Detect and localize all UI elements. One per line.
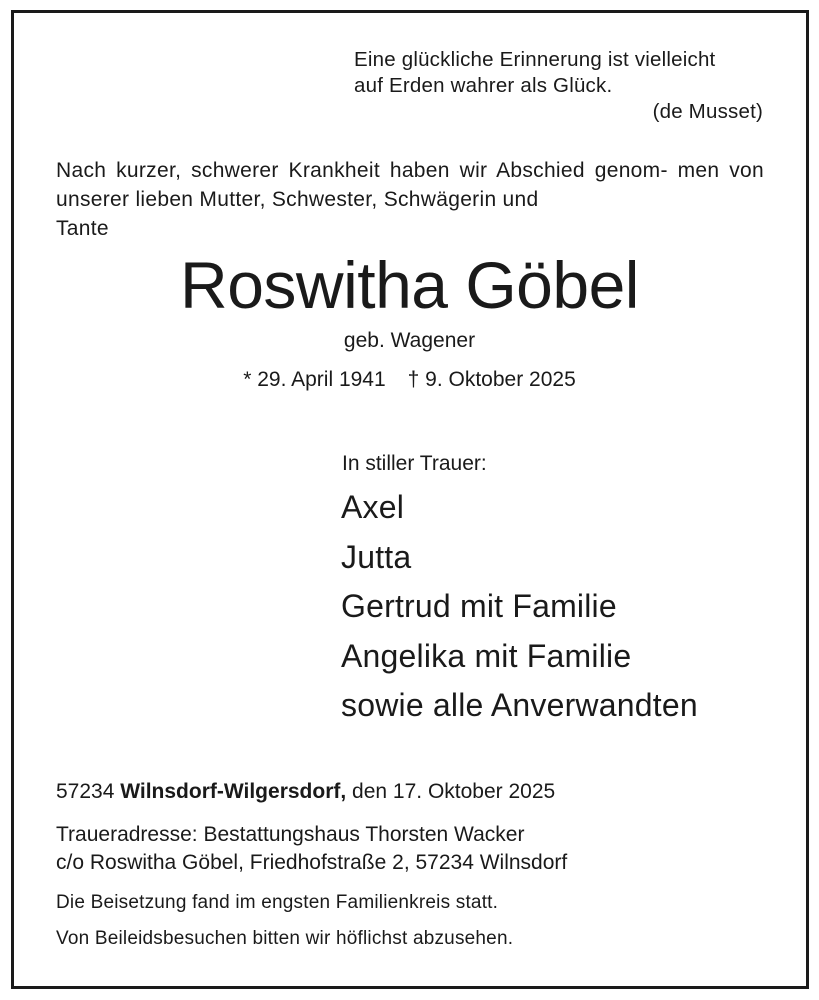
postcode: 57234 [56, 780, 115, 803]
place-date-line [56, 778, 555, 806]
mourner-name: sowie alle Anverwandten [341, 687, 698, 723]
mourner-name: Axel [341, 489, 405, 525]
town: Wilnsdorf-Wilgersdorf, [120, 780, 347, 803]
notice-date: den 17. Oktober 2025 [352, 780, 556, 803]
mourner-name: Gertrud mit Familie [341, 588, 617, 624]
mourning-heading: In stiller Trauer: [342, 452, 487, 475]
address-line-1: Traueradresse: Bestattungshaus Thorsten Wacker [56, 823, 525, 846]
mourning-address [56, 821, 567, 877]
quote-block [323, 47, 763, 125]
life-dates [0, 366, 819, 394]
quote-author: (de Musset) [652, 100, 763, 123]
condolence-note: Von Beileidsbesuchen bitten wir höflichst abzusehen. [56, 928, 514, 949]
intro-paragraph [56, 156, 764, 243]
intro-last-line: Tante [56, 217, 109, 240]
intro-text: Nach kurzer, schwerer Krankheit haben wir Abschied genom- men von unserer lieben Mutter, Schwester, Schwägerin und [56, 159, 764, 211]
deceased-name: Roswitha Göbel [180, 248, 639, 322]
mourner-name: Jutta [341, 538, 412, 575]
mourners-list [341, 483, 698, 731]
maiden-name: geb. Wagener [343, 329, 476, 352]
quote-line-1: Eine glückliche Erinnerung ist vielleicht [354, 48, 716, 71]
mourner-name: Angelika mit Familie [341, 637, 632, 674]
birth-date: * 29. April 1941 [243, 368, 386, 391]
address-line-2: c/o Roswitha Göbel, Friedhofstraße 2, 57234 Wilnsdorf [56, 851, 568, 874]
quote-line-2: auf Erden wahrer als Glück. [354, 74, 613, 97]
burial-note: Die Beisetzung fand im engsten Familienkreis statt. [56, 892, 499, 913]
death-date: † 9. Oktober 2025 [407, 368, 576, 391]
